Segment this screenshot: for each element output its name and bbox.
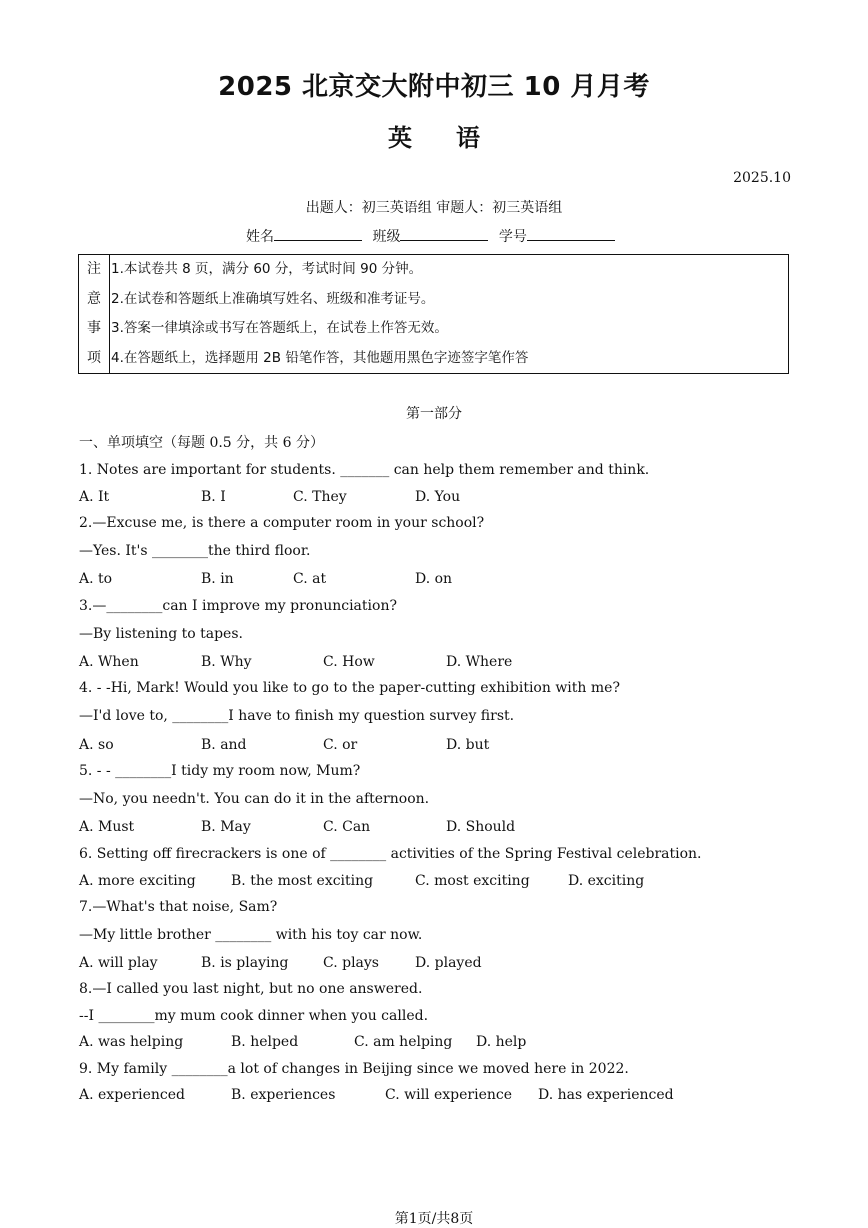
answer-option: D. played	[415, 955, 482, 971]
section-heading: 一、单项填空（每题 0.5 分，共 6 分）	[79, 435, 324, 451]
question-text: 6. Setting off firecrackers is one of ________ activities of the Spring Festival celebration.	[79, 846, 702, 862]
page-footer: 第1页/共8页	[394, 1211, 474, 1227]
notice-label-char: 项	[87, 349, 101, 366]
question-text: —I'd love to, ________I have to finish my question survey first.	[79, 708, 515, 724]
answer-option: A. When	[79, 654, 139, 670]
name-blank[interactable]	[274, 228, 362, 241]
answer-option: B. and	[201, 737, 247, 753]
answer-option: D. Should	[446, 819, 516, 835]
exam-date: 2025.10	[733, 170, 791, 186]
question-text: 4. - -Hi, Mark! Would you like to go to the paper-cutting exhibition with me?	[79, 680, 620, 696]
answer-option: C. will experience	[385, 1087, 513, 1103]
id-label: 学号	[498, 229, 527, 245]
notice-item: 4.在答题纸上，选择题用 2B 铅笔作答，其他题用黑色字迹签字笔作答	[111, 349, 529, 366]
answer-option: B. I	[201, 489, 226, 505]
notice-items	[110, 255, 788, 373]
answer-option: A. Must	[79, 819, 135, 835]
question-text: 5. - - ________I tidy my room now, Mum?	[79, 763, 361, 779]
notice-item: 2.在试卷和答题纸上准确填写姓名、班级和准考证号。	[111, 290, 435, 307]
answer-option: A. so	[79, 737, 114, 753]
name-label: 姓名	[246, 229, 274, 245]
answer-option: C. Can	[323, 819, 371, 835]
subject-char: 语	[456, 124, 480, 152]
question-text: —My little brother ________ with his toy car now.	[79, 927, 423, 943]
question-text: —No, you needn't. You can do it in the afternoon.	[79, 791, 430, 807]
class-label: 班级	[372, 229, 401, 245]
answer-option: A. to	[79, 571, 113, 587]
notice-box	[78, 254, 789, 374]
question-text: 8.—I called you last night, but no one answered.	[79, 981, 423, 997]
question-text: 1. Notes are important for students. _______ can help them remember and think.	[79, 462, 650, 478]
answer-option: B. helped	[231, 1034, 299, 1050]
answer-option: C. am helping	[354, 1034, 453, 1050]
answer-option: A. more exciting	[79, 873, 196, 889]
answer-option: C. How	[323, 654, 375, 670]
notice-label-char: 注	[87, 261, 101, 277]
id-blank[interactable]	[527, 228, 615, 241]
question-text: —By listening to tapes.	[79, 626, 243, 642]
notice-label-char: 事	[87, 320, 101, 336]
answer-option: C. most exciting	[415, 873, 530, 889]
answer-option: A. It	[79, 489, 110, 505]
question-text: 9. My family ________a lot of changes in Beijing since we moved here in 2022.	[79, 1061, 629, 1077]
answer-option: C. plays	[323, 955, 379, 971]
answer-option: D. help	[476, 1034, 527, 1050]
answer-option: B. the most exciting	[231, 873, 374, 889]
notice-label	[79, 255, 110, 373]
answer-option: B. is playing	[201, 955, 289, 971]
question-text: --I ________my mum cook dinner when you called.	[79, 1008, 429, 1024]
answer-option: D. exciting	[568, 873, 645, 889]
answer-option: D. has experienced	[538, 1087, 674, 1103]
answer-option: D. Where	[446, 654, 513, 670]
answer-option: A. was helping	[79, 1034, 184, 1050]
question-text: 7.—What's that noise, Sam?	[79, 899, 278, 915]
question-text: 3.—________can I improve my pronunciation?	[79, 598, 397, 614]
answer-option: C. They	[293, 489, 347, 505]
student-info-line	[246, 226, 621, 246]
answer-option: A. experienced	[79, 1087, 185, 1103]
notice-item: 3.答案一律填涂或书写在答题纸上，在试卷上作答无效。	[111, 320, 448, 336]
answer-option: C. at	[293, 571, 327, 587]
answer-option: C. or	[323, 737, 358, 753]
answer-option: A. will play	[79, 955, 158, 971]
setters-line: 出题人：初三英语组 审题人：初三英语组	[305, 200, 563, 216]
answer-option: B. May	[201, 819, 251, 835]
class-blank[interactable]	[400, 228, 488, 241]
answer-option: D. but	[446, 737, 490, 753]
notice-item: 1.本试卷共 8 页，满分 60 分，考试时间 90 分钟。	[111, 261, 423, 277]
question-text: 2.—Excuse me, is there a computer room in your school?	[79, 515, 485, 531]
exam-title: 2025 北京交大附中初三 10 月月考	[218, 72, 650, 102]
answer-option: B. in	[201, 571, 234, 587]
question-text: —Yes. It's ________the third floor.	[79, 543, 311, 559]
answer-option: D. on	[415, 571, 453, 587]
part-heading: 第一部分	[406, 406, 462, 422]
subject-title	[0, 118, 868, 153]
answer-option: D. You	[415, 489, 461, 505]
subject-char: 英	[388, 124, 412, 152]
answer-option: B. Why	[201, 654, 252, 670]
notice-label-char: 意	[87, 290, 101, 307]
answer-option: B. experiences	[231, 1087, 336, 1103]
